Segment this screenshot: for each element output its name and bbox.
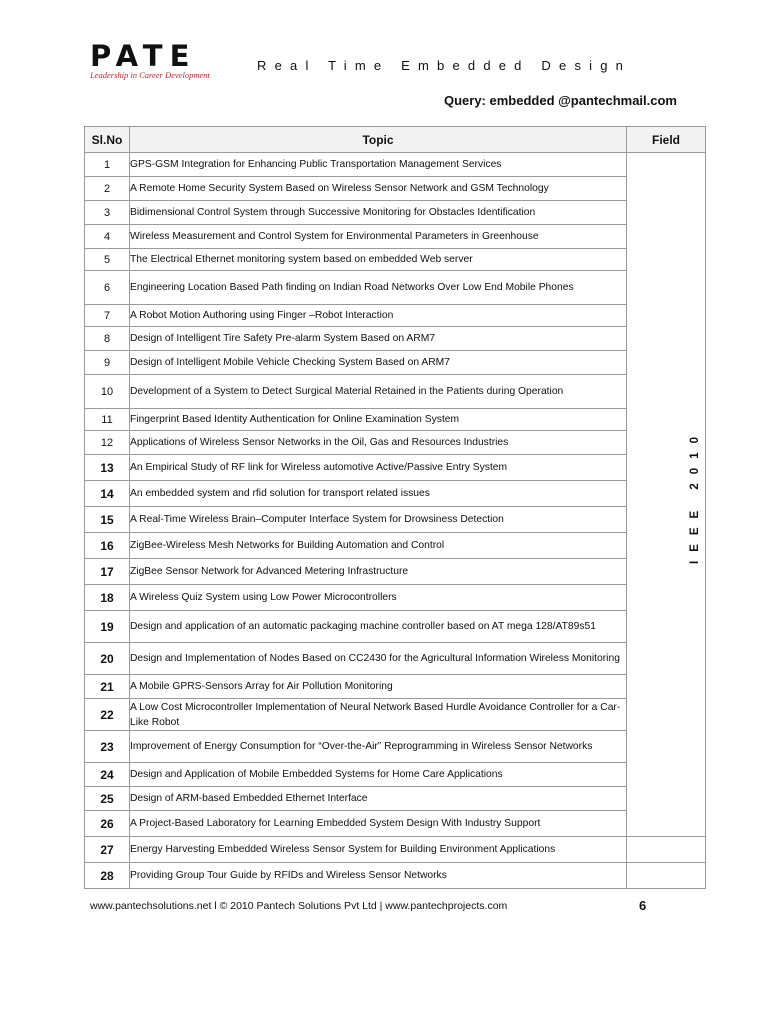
row-topic: A Real-Time Wireless Brain–Computer Interface System for Drowsiness Detection	[130, 507, 627, 533]
table-row	[85, 351, 706, 375]
document-title: Real Time Embedded Design	[257, 58, 632, 73]
row-number: 6	[85, 271, 130, 305]
row-number: 24	[85, 763, 130, 787]
table-row	[85, 763, 706, 787]
query-email: Query: embedded @pantechmail.com	[443, 93, 677, 108]
row-topic: Energy Harvesting Embedded Wireless Sensor System for Building Environment Applications	[130, 837, 627, 863]
row-number: 2	[85, 177, 130, 201]
row-number: 9	[85, 351, 130, 375]
table-row	[85, 559, 706, 585]
table-row	[85, 811, 706, 837]
row-topic: Providing Group Tour Guide by RFIDs and Wireless Sensor Networks	[130, 863, 627, 889]
row-number: 5	[85, 249, 130, 271]
table-row	[85, 225, 706, 249]
footer-text: www.pantechsolutions.net l © 2010 Pantech Solutions Pvt Ltd | www.pantechprojects.com	[90, 900, 508, 912]
row-number: 14	[85, 481, 130, 507]
table-row	[85, 863, 706, 889]
table-row	[85, 409, 706, 431]
company-logo	[90, 39, 230, 80]
row-topic: An Empirical Study of RF link for Wireless automotive Active/Passive Entry System	[130, 455, 627, 481]
page-number: 6	[639, 898, 647, 913]
field-cell	[627, 153, 706, 837]
table-row	[85, 611, 706, 643]
row-topic: A Low Cost Microcontroller Implementation of Neural Network Based Hurdle Avoidance Controller for a Car-Like Robot	[130, 699, 627, 731]
row-number: 19	[85, 611, 130, 643]
table-row	[85, 481, 706, 507]
table-row	[85, 837, 706, 863]
table-row	[85, 305, 706, 327]
row-topic: A Remote Home Security System Based on Wireless Sensor Network and GSM Technology	[130, 177, 627, 201]
table-row	[85, 643, 706, 675]
field-cell-empty	[627, 863, 706, 889]
row-topic: Wireless Measurement and Control System for Environmental Parameters in Greenhouse	[130, 225, 627, 249]
table-row	[85, 507, 706, 533]
table-row	[85, 375, 706, 409]
row-number: 11	[85, 409, 130, 431]
column-header-field: Field	[627, 127, 706, 153]
row-number: 21	[85, 675, 130, 699]
table-row	[85, 787, 706, 811]
column-header-slno: Sl.No	[85, 127, 130, 153]
table-row	[85, 271, 706, 305]
table-row	[85, 699, 706, 731]
row-topic: The Electrical Ethernet monitoring system based on embedded Web server	[130, 249, 627, 271]
row-number: 27	[85, 837, 130, 863]
row-topic: Design and Implementation of Nodes Based on CC2430 for the Agricultural Information Wireless Monitoring	[130, 643, 627, 675]
field-label: IEEE 2010	[688, 427, 701, 564]
row-number: 15	[85, 507, 130, 533]
row-topic: Applications of Wireless Sensor Networks in the Oil, Gas and Resources Industries	[130, 431, 627, 455]
row-number: 10	[85, 375, 130, 409]
row-topic: Design of Intelligent Mobile Vehicle Checking System Based on ARM7	[130, 351, 627, 375]
column-header-topic: Topic	[130, 127, 627, 153]
row-number: 4	[85, 225, 130, 249]
table-row	[85, 431, 706, 455]
row-number: 26	[85, 811, 130, 837]
table-row	[85, 249, 706, 271]
table-header-row	[85, 127, 706, 153]
row-number: 18	[85, 585, 130, 611]
table-row	[85, 201, 706, 225]
row-number: 1	[85, 153, 130, 177]
logo-tagline: Leadership in Career Development	[90, 70, 210, 80]
row-topic: ZigBee-Wireless Mesh Networks for Building Automation and Control	[130, 533, 627, 559]
row-topic: Improvement of Energy Consumption for “Over-the-Air” Reprogramming in Wireless Sensor Networks	[130, 731, 627, 763]
row-topic: Bidimensional Control System through Successive Monitoring for Obstacles Identification	[130, 201, 627, 225]
row-number: 25	[85, 787, 130, 811]
row-number: 13	[85, 455, 130, 481]
row-number: 20	[85, 643, 130, 675]
row-topic: Design of ARM-based Embedded Ethernet Interface	[130, 787, 627, 811]
table-row	[85, 153, 706, 177]
table-row	[85, 177, 706, 201]
logo-wordmark: PATE	[90, 39, 197, 73]
row-topic: Design and application of an automatic packaging machine controller based on AT mega 128/AT89s51	[130, 611, 627, 643]
topics-table	[84, 126, 706, 889]
table-row	[85, 327, 706, 351]
row-number: 17	[85, 559, 130, 585]
table-row	[85, 585, 706, 611]
row-topic: A Robot Motion Authoring using Finger –Robot Interaction	[130, 305, 627, 327]
row-number: 12	[85, 431, 130, 455]
row-number: 8	[85, 327, 130, 351]
table-row	[85, 675, 706, 699]
row-topic: GPS-GSM Integration for Enhancing Public Transportation Management Services	[130, 153, 627, 177]
row-topic: A Project-Based Laboratory for Learning Embedded System Design With Industry Support	[130, 811, 627, 837]
table-row	[85, 455, 706, 481]
row-number: 22	[85, 699, 130, 731]
row-topic: Development of a System to Detect Surgical Material Retained in the Patients during Operation	[130, 375, 627, 409]
row-number: 23	[85, 731, 130, 763]
row-topic: Fingerprint Based Identity Authentication for Online Examination System	[130, 409, 627, 431]
row-number: 16	[85, 533, 130, 559]
row-topic: Design of Intelligent Tire Safety Pre-alarm System Based on ARM7	[130, 327, 627, 351]
row-topic: Engineering Location Based Path finding on Indian Road Networks Over Low End Mobile Phones	[130, 271, 627, 305]
table-row	[85, 731, 706, 763]
row-topic: ZigBee Sensor Network for Advanced Metering Infrastructure	[130, 559, 627, 585]
row-topic: A Wireless Quiz System using Low Power Microcontrollers	[130, 585, 627, 611]
field-cell-empty	[627, 837, 706, 863]
row-topic: Design and Application of Mobile Embedded Systems for Home Care Applications	[130, 763, 627, 787]
row-number: 3	[85, 201, 130, 225]
row-number: 7	[85, 305, 130, 327]
row-topic: An embedded system and rfid solution for transport related issues	[130, 481, 627, 507]
table-row	[85, 533, 706, 559]
row-topic: A Mobile GPRS-Sensors Array for Air Pollution Monitoring	[130, 675, 627, 699]
row-number: 28	[85, 863, 130, 889]
